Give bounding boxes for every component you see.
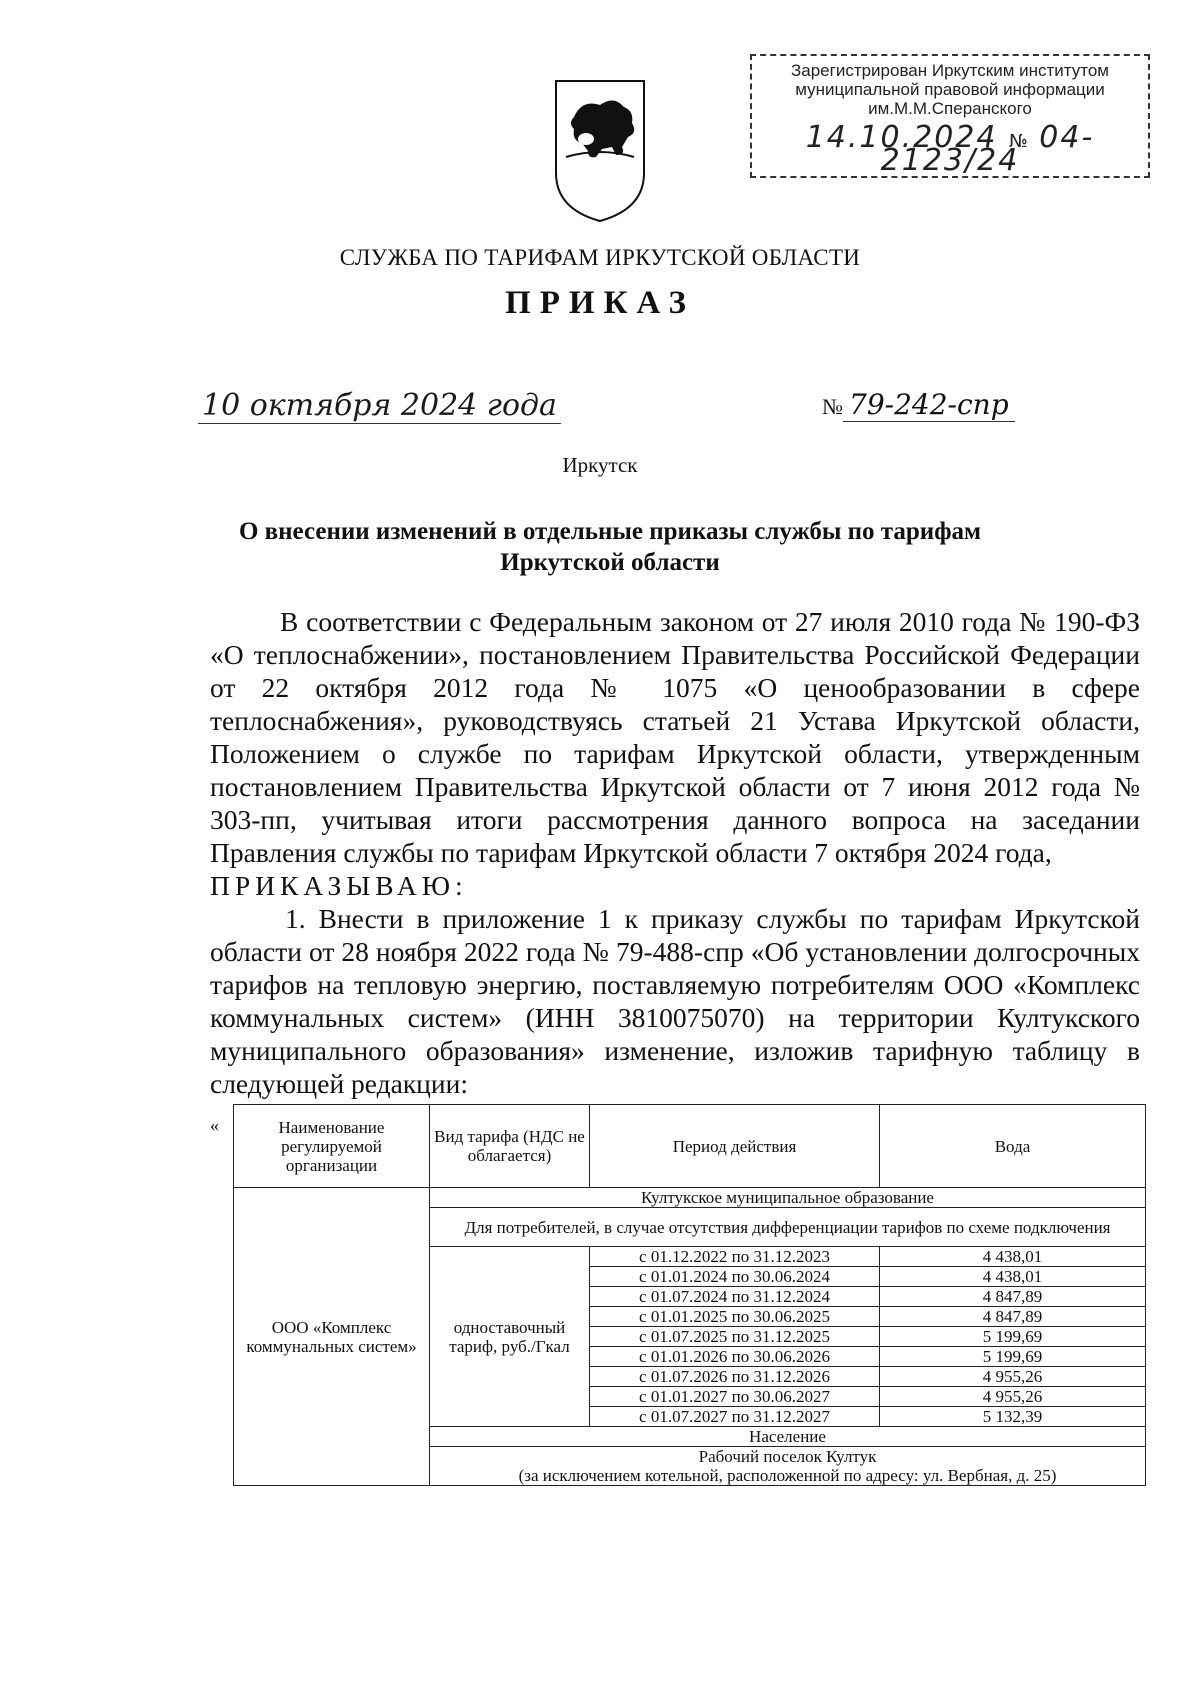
settlement-name: Рабочий поселок Култук xyxy=(698,1447,877,1466)
header-tariff-type: Вид тарифа (НДС не облагается) xyxy=(430,1105,590,1188)
stamp-date: 14.10.2024 xyxy=(805,120,998,155)
header-org: Наименование регулируемой организации xyxy=(234,1105,430,1188)
stamp-registration-row xyxy=(752,120,1148,178)
document-title: ПРИКАЗ xyxy=(505,285,695,321)
value-cell: 4 955,26 xyxy=(880,1387,1146,1407)
value-cell: 5 199,69 xyxy=(880,1327,1146,1347)
order-no-label: № xyxy=(822,394,843,419)
tariff-table xyxy=(233,1104,1146,1486)
value-cell: 5 132,39 xyxy=(880,1407,1146,1427)
city: Иркутск xyxy=(562,453,638,477)
order-number-block xyxy=(822,388,1015,421)
period-cell: с 01.01.2027 по 30.06.2027 xyxy=(590,1387,880,1407)
period-cell: с 01.07.2024 по 31.12.2024 xyxy=(590,1287,880,1307)
value-cell: 4 847,89 xyxy=(880,1307,1146,1327)
stamp-line: им.М.М.Сперанского xyxy=(868,99,1032,118)
stamp-line: Зарегистрирован Иркутским институтом xyxy=(790,61,1109,80)
order-word: ПРИКАЗЫВАЮ: xyxy=(210,870,468,901)
table-header-row xyxy=(234,1105,1146,1188)
open-quote: « xyxy=(210,1115,219,1135)
coat-of-arms-icon xyxy=(552,77,648,225)
period-cell: с 01.01.2026 по 30.06.2026 xyxy=(590,1347,880,1367)
tariff-name-cell: одноставочный тариф, руб./Гкал xyxy=(430,1247,590,1427)
consumers-note-cell: Для потребителей, в случае отсутствия дифференциации тарифов по схеме подключения xyxy=(430,1208,1146,1247)
header-value: Вода xyxy=(880,1105,1146,1188)
stamp-no-label: № xyxy=(1009,131,1028,152)
document-body xyxy=(210,605,1140,1100)
order-item-1: 1. Внести в приложение 1 к приказу службы по тарифам Иркутской области от 28 ноября 2022 года № 79-488-спр «Об установлении долгосрочных тарифов на тепловую энергию, поставляемую потребителям ООО «Комплекс коммунальных систем» (ИНН 3810075070) на территории Култукского муниципального образования» изменение, изложив тарифную таблицу в следующей редакции: xyxy=(210,903,1140,1099)
value-cell: 5 199,69 xyxy=(880,1347,1146,1367)
population-cell: Население xyxy=(430,1427,1146,1447)
value-cell: 4 438,01 xyxy=(880,1267,1146,1287)
value-cell: 4 438,01 xyxy=(880,1247,1146,1267)
stamp-line: муниципальной правовой информации xyxy=(795,80,1105,99)
order-date: 10 октября 2024 года xyxy=(198,388,561,424)
header-period: Период действия xyxy=(590,1105,880,1188)
registration-stamp xyxy=(750,54,1150,178)
period-cell: с 01.01.2024 по 30.06.2024 xyxy=(590,1267,880,1287)
period-cell: с 01.01.2025 по 30.06.2025 xyxy=(590,1307,880,1327)
value-cell: 4 847,89 xyxy=(880,1287,1146,1307)
stamp-number: 04-2123/24 xyxy=(880,120,1095,178)
period-cell: с 01.12.2022 по 31.12.2023 xyxy=(590,1247,880,1267)
municipality-cell: Култукское муниципальное образование xyxy=(430,1188,1146,1208)
value-cell: 4 955,26 xyxy=(880,1367,1146,1387)
period-cell: с 01.07.2026 по 31.12.2026 xyxy=(590,1367,880,1387)
order-number: 79-242-спр xyxy=(843,388,1015,422)
preamble-paragraph: В соответствии с Федеральным законом от 27 июля 2010 года № 190-ФЗ «О теплоснабжении», постановлением Правительства Российской Федерации от 22 октября 2012 года № 1075 «О ценообразовании в сфере теплоснабжения», руководствуясь статьей 21 Устава Иркутской области, Положением о службе по тарифам Иркутской области, утвержденным постановлением Правительства Иркутской области от 7 июня 2012 года № 303-пп, учитывая итоги рассмотрения данного вопроса на заседании Правления службы по тарифам Иркутской области 7 октября 2024 года, xyxy=(210,606,1140,868)
org-name-cell: ООО «Комплекс коммунальных систем» xyxy=(234,1188,430,1486)
document-subject: О внесении изменений в отдельные приказы службы по тарифам Иркутской области xyxy=(238,518,982,576)
period-cell: с 01.07.2025 по 31.12.2025 xyxy=(590,1327,880,1347)
agency-name: СЛУЖБА ПО ТАРИФАМ ИРКУТСКОЙ ОБЛАСТИ xyxy=(339,245,861,270)
period-cell: с 01.07.2027 по 31.12.2027 xyxy=(590,1407,880,1427)
table-row xyxy=(234,1188,1146,1208)
settlement-cell xyxy=(430,1447,1146,1486)
settlement-note: (за исключением котельной, расположенной по адресу: ул. Вербная, д. 25) xyxy=(518,1466,1057,1485)
